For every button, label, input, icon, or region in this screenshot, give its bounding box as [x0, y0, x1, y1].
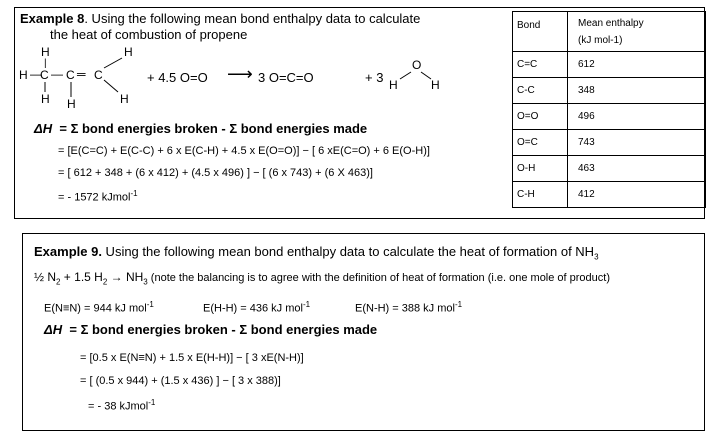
eq-co2: 3 O=C=O — [258, 70, 314, 85]
atom-h-bottom1: H — [41, 92, 50, 106]
bond-enthalpy-table — [512, 11, 706, 208]
atom-h-top1: H — [41, 45, 50, 59]
example9-step2: = [ (0.5 x 944) + (1.5 x 436) ] − [ 3 x 388)] — [80, 375, 281, 387]
example8-dh-line — [34, 121, 367, 136]
example8-title-line2: the heat of combustion of propene — [50, 27, 248, 42]
atom-h-left: H — [19, 68, 28, 82]
water-h2: H — [431, 78, 440, 92]
bond-h-c: — — [30, 67, 42, 81]
example9-dh-eq: = Σ bond energies broken - Σ bond energies made — [69, 322, 378, 337]
table-row: C-H 412 — [513, 182, 706, 208]
example8-dh-eq: = Σ bond energies broken - Σ bond energies made — [59, 121, 368, 136]
header-bond: Bond — [513, 12, 568, 52]
table-row: C-C 348 — [513, 78, 706, 104]
example8-result: = - 1572 kJmol — [58, 191, 131, 204]
example9-dh-symbol: ΔH — [44, 322, 63, 337]
example9-result-sup: -1 — [148, 398, 156, 407]
atom-h-bottom3: H — [120, 92, 129, 106]
example8-result-sup: -1 — [130, 189, 138, 198]
water-o: O — [412, 58, 422, 72]
table-row: C=C 612 — [513, 52, 706, 78]
table-row: O=O 496 — [513, 104, 706, 130]
water-h1: H — [389, 78, 398, 92]
eq-arrow: ⟶ — [227, 64, 253, 84]
bond-c-eq-c: ═ — [77, 67, 86, 81]
atom-c1: C — [40, 68, 49, 82]
example9-step3 — [88, 398, 155, 413]
atom-h-top2: H — [124, 45, 133, 59]
example8-heading-rest: . Using the following mean bond enthalpy data to calculate — [84, 11, 421, 26]
atom-h-bottom2: H — [67, 97, 76, 111]
example9-note: (note the balancing is to agree with the definition of heat of formation (i.e. one mole of product) — [147, 272, 611, 284]
table-row: O=C 743 — [513, 130, 706, 156]
table-row: O-H 463 — [513, 156, 706, 182]
example9-data-nn: E(N≡N) = 944 kJ mol$^{-1}$ — [44, 300, 154, 315]
example9-result: = - 38 kJmol — [88, 400, 149, 413]
atom-c2: C — [66, 68, 75, 82]
example9-dh-line — [44, 322, 377, 337]
example9-data-hh: E(H-H) = 436 kJ mol$^{-1}$ — [203, 300, 311, 315]
eq-h2o-coef: + 3 — [365, 70, 384, 85]
example9-title: Example 9. Using the following mean bond enthalpy data to calculate the heat of formation of $NH_3$ — [34, 244, 599, 262]
table-header-row — [513, 12, 706, 52]
bond-c-c: — — [51, 67, 63, 81]
example9-step1: = [0.5 x E(N≡N) + 1.5 x E(H-H)] − [ 3 xE(N-H)] — [80, 352, 304, 364]
water-bonds-svg — [380, 55, 450, 90]
example8-dh-symbol: ΔH — [34, 121, 53, 136]
example8-heading: Example 8 — [20, 11, 85, 26]
eq-oxygen: + 4.5 O=O — [147, 70, 208, 85]
example8-step2: = [ 612 + 348 + (6 x 412) + (4.5 x 496) ] − [ (6 x 743) + (6 X 463)] — [58, 167, 373, 179]
header-enthalpy: Mean enthalpy (kJ mol-1) — [568, 12, 706, 52]
example9-heading: Example 9. — [34, 244, 102, 259]
example9-heading-rest: Using the following mean bond enthalpy data to calculate the heat of formation of NH — [101, 244, 595, 259]
atom-c3: C — [94, 68, 103, 82]
example9-data-nh: E(N-H) = 388 kJ mol$^{-1}$ — [355, 300, 463, 315]
example8-step1: = [E(C=C) + E(C-C) + 6 x E(C-H) + 4.5 x E(O=O)] − [ 6 xE(C=O) + 6 E(O-H)] — [58, 145, 430, 157]
example8-step3 — [58, 189, 138, 204]
example9-equation: ½ $N_2 + 1.5$ $H_2 \to NH_3$ (note the balancing is to agree with the definition of heat of formation (i.e. one mole of product) — [34, 270, 611, 287]
bond-v1: | — [44, 58, 47, 69]
